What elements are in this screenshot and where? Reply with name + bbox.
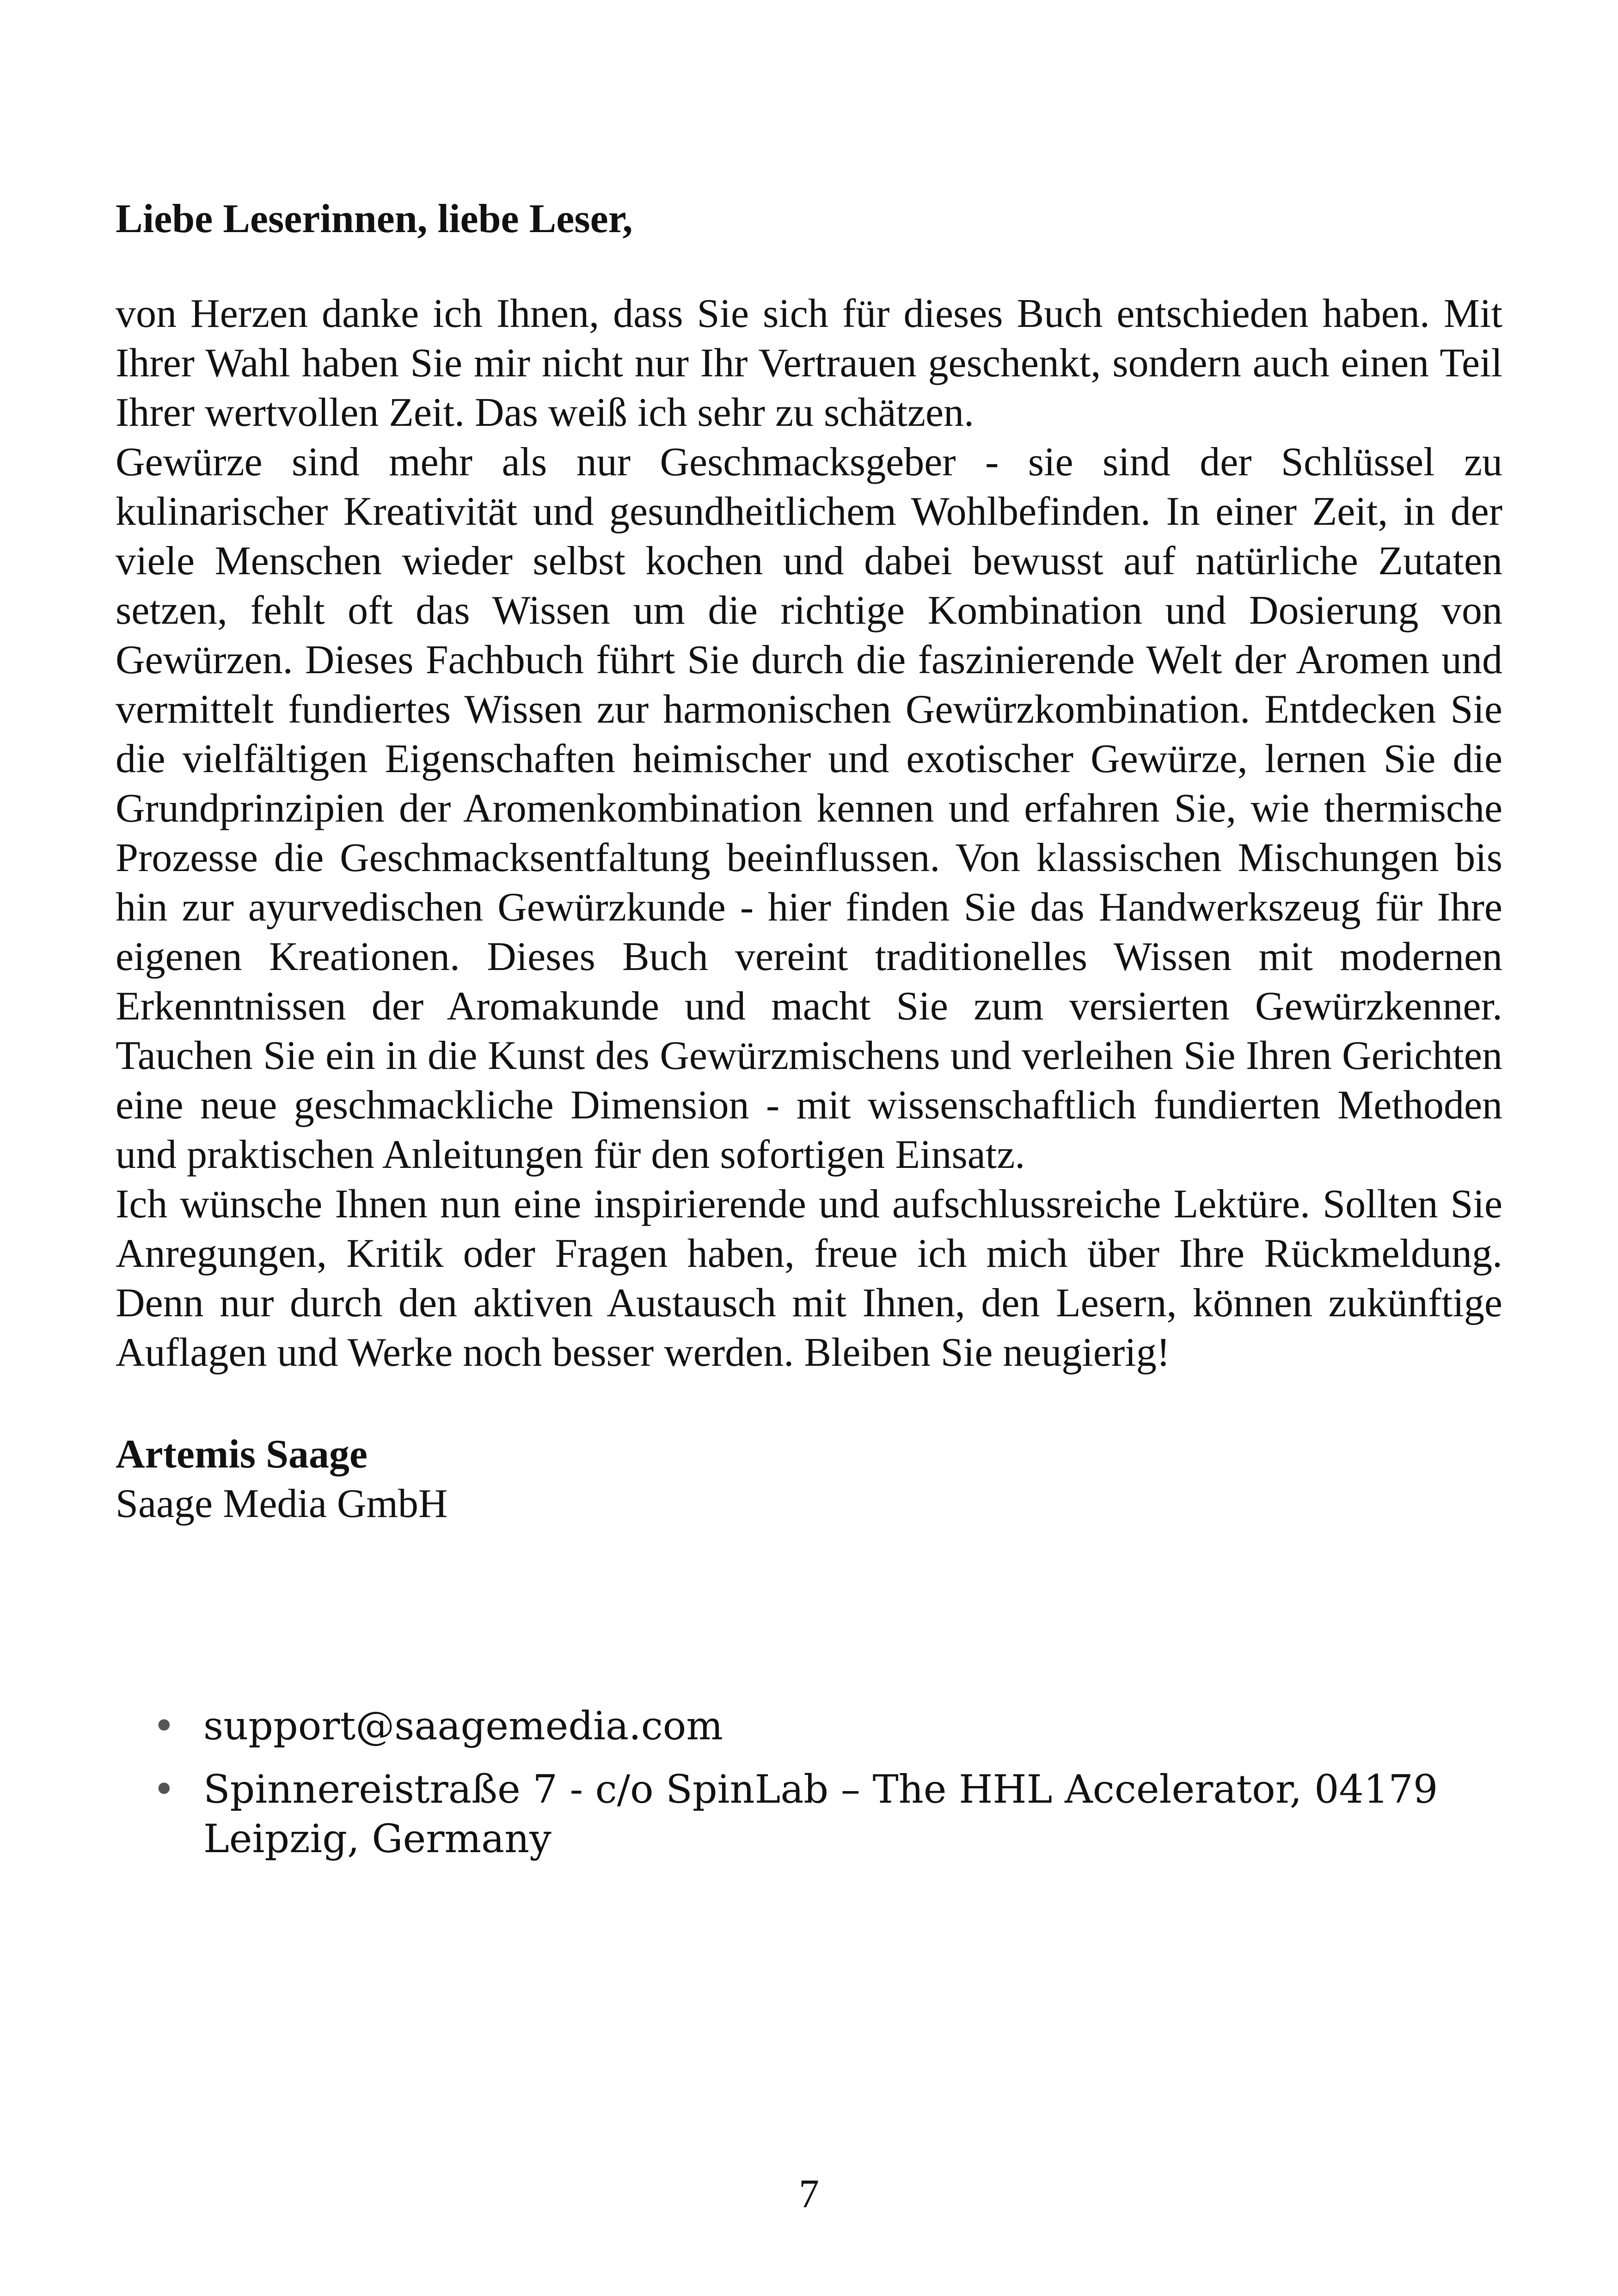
paragraph-book-description: Gewürze sind mehr als nur Geschmacksgeber - sie sind der Schlüssel zu kulinarischer Kreativität und gesundheitlichem Wohlbefinden. In einer Zeit, in der viele Menschen wieder selbst kochen und dabei bewusst auf natürliche Zutaten setzen, fehlt oft das Wissen um die richtige Kombination und Dosierung von Gewürzen. Dieses Fachbuch führt Sie durch die faszinierende Welt der Aromen und vermittelt fundiertes Wissen zur harmonischen Gewürzkombination. Entdecken Sie die vielfältigen Eigenschaften heimischer und exotischer Gewürze, lernen Sie die Grundprinzipien der Aromenkombination kennen und erfahren Sie, wie thermische Prozesse die Geschmacksentfaltung beeinflussen. Von klassischen Mischungen bis hin zur ayurvedischen Gewürzkunde - hier finden Sie das Handwerkszeug für Ihre eigenen Kreationen. Dieses Buch vereint traditionelles Wissen mit modernen Erkenntnissen der Aromakunde und macht Sie zum versierten Gewürzkenner. Tauchen Sie ein in die Kunst des Gewürzmischens und verleihen Sie Ihren Gerichten eine neue geschmackliche Dimension - mit wissenschaftlich fundierten Methoden und praktischen Anleitungen für den sofortigen Einsatz. xyxy=(116,440,1502,1177)
contact-address: Spinnereistraße 7 - c/o SpinLab – The HHL Accelerator, 04179 Leipzig, Germany xyxy=(203,1767,1438,1861)
letter-body xyxy=(116,289,1502,1377)
letter xyxy=(116,194,1502,1529)
paragraph-closing: Ich wünsche Ihnen nun eine inspirierende und aufschlussreiche Lektüre. Sollten Sie Anregungen, Kritik oder Fragen haben, freue ich mich über Ihre Rückmeldung. Denn nur durch den aktiven Austausch mit Ihnen, den Lesern, können zukünftige Auflagen und Werke noch besser werden. Bleiben Sie neugierig! xyxy=(116,1182,1502,1375)
page-number: 7 xyxy=(799,2172,819,2216)
contact-list xyxy=(153,1701,1493,1878)
contact-address-item xyxy=(153,1765,1493,1864)
bullet-icon: • xyxy=(153,1703,176,1749)
salutation: Liebe Leserinnen, liebe Leser, xyxy=(116,196,633,241)
paragraph-thanks: von Herzen danke ich Ihnen, dass Sie sich für dieses Buch entschieden haben. Mit Ihrer Wahl haben Sie mir nicht nur Ihr Vertrauen geschenkt, sondern auch einen Teil Ihrer wertvollen Zeit. Das weiß ich sehr zu schätzen. xyxy=(116,291,1502,435)
contact-email[interactable]: support@saagemedia.com xyxy=(203,1703,723,1749)
bullet-icon: • xyxy=(153,1767,176,1812)
contact-email-item xyxy=(153,1701,1493,1751)
author-name: Artemis Saage xyxy=(116,1432,368,1477)
company-name: Saage Media GmbH xyxy=(116,1481,448,1526)
signature xyxy=(116,1430,1502,1529)
